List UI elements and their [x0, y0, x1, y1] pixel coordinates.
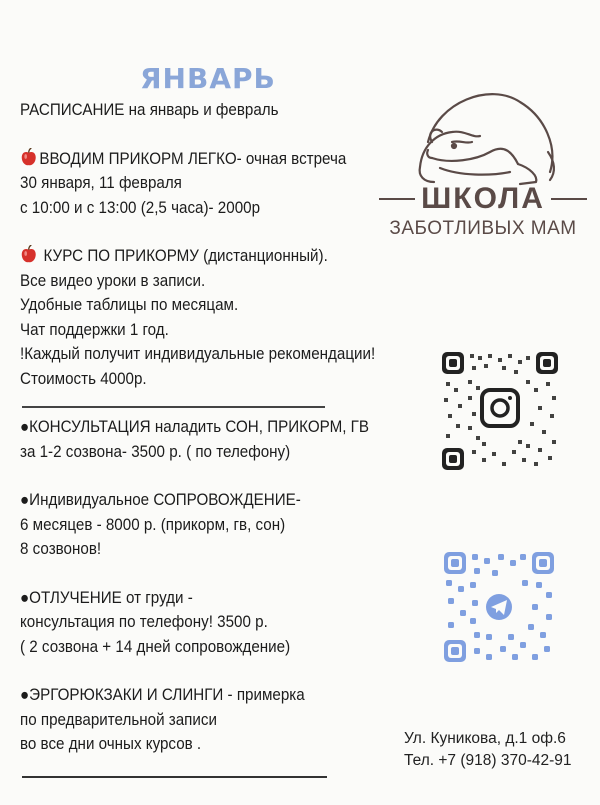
bottom-divider	[22, 776, 327, 778]
block5-line3: ( 2 созвона + 14 дней сопровождение)	[20, 637, 291, 656]
block6-line3: во все дни очных курсов .	[20, 735, 202, 753]
instagram-icon	[482, 390, 518, 426]
block1-line3: с 10:00 и с 13:00 (2,5 часа)- 2000р	[20, 198, 261, 217]
block-course	[20, 244, 388, 269]
logo-subtitle: ЗАБОТЛИВЫХ МАМ	[389, 218, 577, 239]
phone: Тел. +7 (918) 370-42-91	[404, 752, 572, 769]
block2-line3: Удобные таблицы по месяцам.	[20, 296, 239, 314]
block4-line1: ●Индивидуальное СОПРОВОЖДЕНИЕ-	[20, 491, 301, 509]
block1-line1: ВВОДИМ ПРИКОРМ ЛЕГКО- очная встреча	[39, 149, 347, 168]
block4-line3: 8 созвонов!	[20, 540, 102, 558]
school-logo	[378, 182, 588, 240]
block2-line5: !Каждый получит индивидуальные рекомендации!	[20, 345, 376, 363]
logo-dash-left	[379, 198, 415, 200]
instagram-qr-code[interactable]	[442, 352, 558, 470]
schedule-column	[20, 98, 388, 757]
apple-icon	[20, 148, 37, 167]
block2-line2: Все видео уроки в записи.	[20, 271, 206, 290]
address: Ул. Куникова, д.1 оф.6	[404, 730, 566, 747]
block1-line2: 30 января, 11 февраля	[20, 174, 182, 192]
block2-line1: КУРС ПО ПРИКОРМУ (дистанционный).	[39, 247, 328, 265]
block5-line2: консультация по телефону! 3500 р.	[20, 613, 268, 631]
block4-line2: 6 месяцев - 8000 р. (прикорм, гв, сон)	[20, 515, 286, 534]
apple-icon	[20, 245, 37, 264]
block6-line1: ●ЭРГОРЮКЗАКИ И СЛИНГИ - примерка	[20, 686, 305, 704]
divider	[22, 406, 325, 408]
block3-line2: за 1-2 созвона- 3500 р. ( по телефону)	[20, 442, 291, 461]
schedule-intro: РАСПИСАНИЕ на январь и февраль	[20, 101, 279, 119]
month-heading: ЯНВАРЬ	[140, 62, 276, 95]
block2-line4: Чат поддержки 1 год.	[20, 320, 169, 339]
block3-line1: ●КОНСУЛЬТАЦИЯ наладить СОН, ПРИКОРМ, ГВ	[20, 418, 370, 436]
contact-info	[404, 728, 572, 772]
block6-line2: по предварительной записи	[20, 710, 217, 729]
logo-dash-right	[551, 198, 587, 200]
logo-title: ШКОЛА	[421, 182, 545, 215]
block5-line1: ●ОТЛУЧЕНИЕ от груди -	[20, 588, 193, 607]
block2-line6: Стоимость 4000р.	[20, 369, 147, 388]
telegram-qr-code[interactable]	[444, 552, 554, 662]
block-introducing-food	[20, 147, 388, 172]
